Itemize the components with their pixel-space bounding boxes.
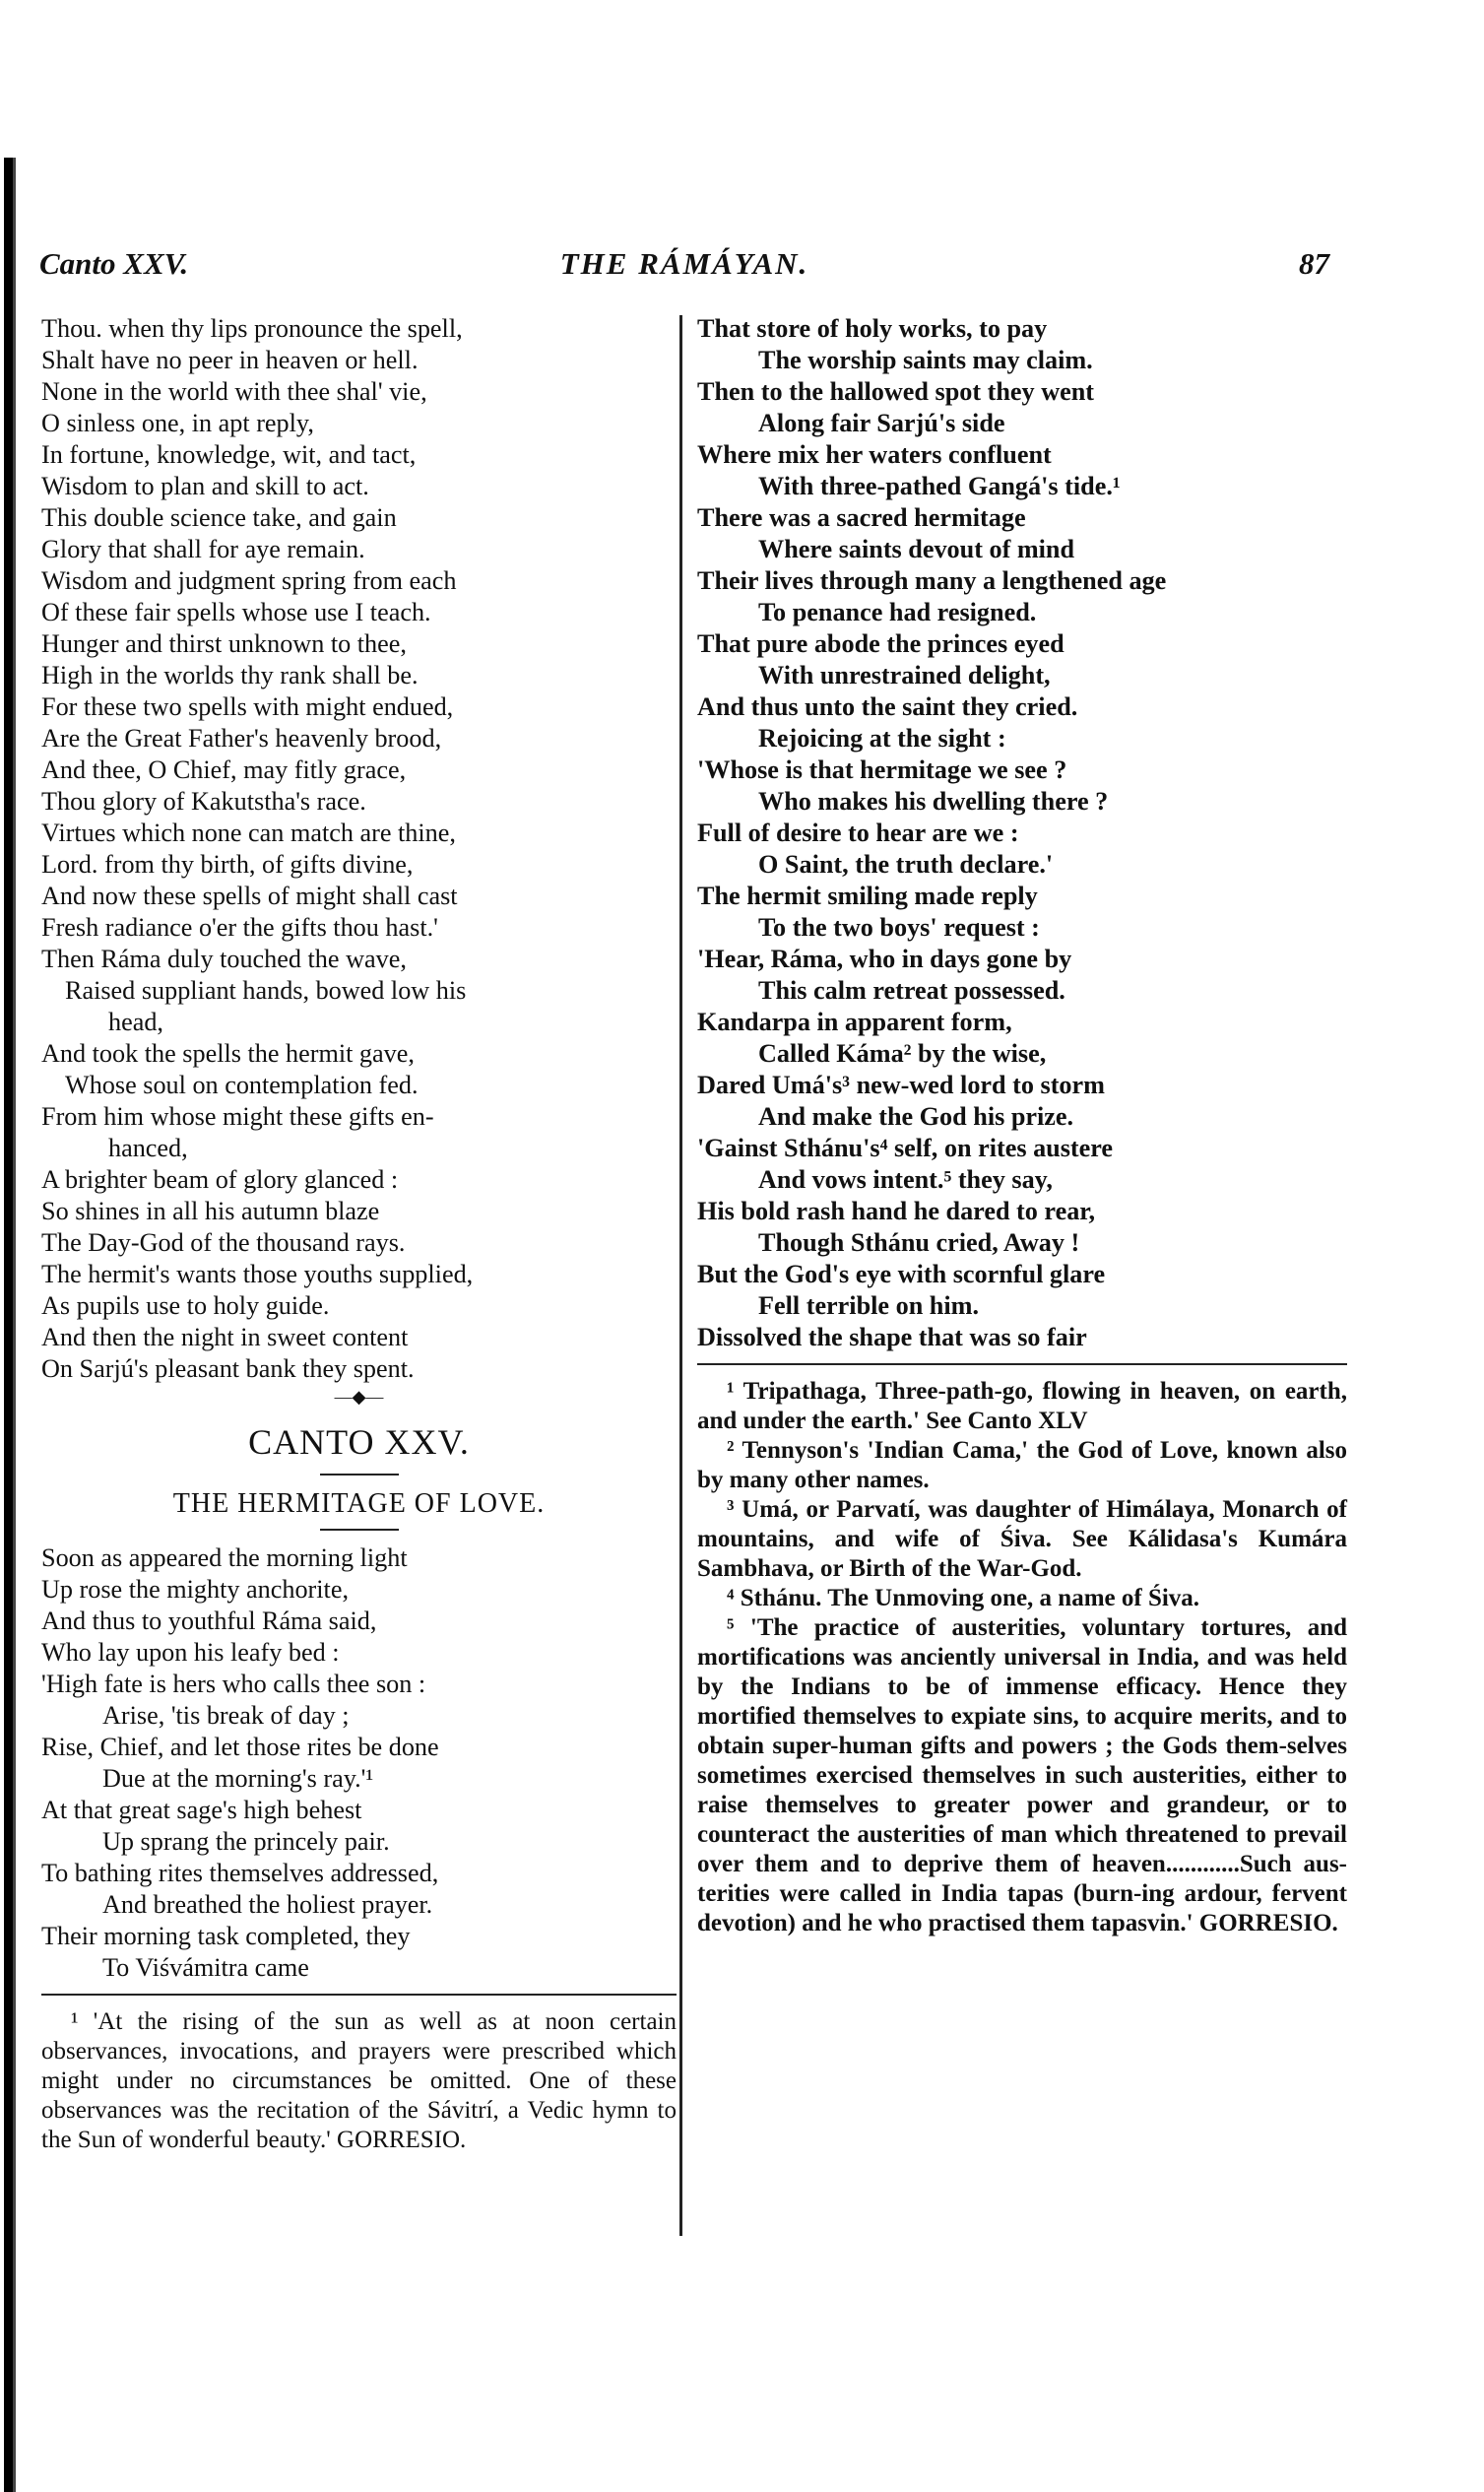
canto-subtitle: THE HERMITAGE OF LOVE. — [172, 1488, 546, 1519]
footnote: ¹ 'At the rising of the sun as well as at noon certain observances, invocations, and prayers were prescribed which might under no circumstances be omitted. One of these observances was the recitation of the Sávitrí, a Vedic hymn to the Sun of wonderful beauty.' GORRESIO. — [41, 2008, 677, 2153]
footnote: ¹ Tripathaga, Three-path-go, flowing in heaven, on earth, and under the earth.' See Canto XLV — [697, 1378, 1347, 1434]
verse-line: head, — [108, 1008, 163, 1036]
verse-line: And thee, O Chief, may fitly grace, — [41, 755, 407, 784]
subtitle-rule — [320, 1529, 399, 1531]
section-separator: —◆— — [334, 1387, 384, 1407]
verse-line: Wisdom and judgment spring from each — [41, 566, 457, 595]
verse-line: Lord. from thy birth, of gifts divine, — [41, 850, 414, 879]
verse-line: Whose soul on contemplation fed. — [65, 1071, 419, 1099]
left-column — [41, 313, 677, 2155]
verse-line: Of these fair spells whose use I teach. — [41, 598, 431, 626]
verse-line: And took the spells the hermit gave, — [41, 1039, 415, 1068]
footnote-block — [697, 1377, 1347, 1938]
verse-line: The Day-God of the thousand rays. — [41, 1228, 406, 1257]
verse-block-2 — [41, 1542, 677, 1984]
verse-line: Due at the morning's ray.'¹ — [102, 1764, 374, 1793]
verse-line: To Viśvámitra came — [102, 1953, 309, 1982]
verse-line: Full of desire to hear are we : — [697, 819, 1019, 847]
verse-line: Hunger and thirst unknown to thee, — [41, 629, 407, 658]
verse-line: Then to the hallowed spot they went — [697, 377, 1095, 406]
verse-line: Soon as appeared the morning light — [41, 1543, 408, 1572]
verse-line: 'Gainst Sthánu's⁴ self, on rites austere — [697, 1134, 1114, 1162]
footnote: ⁴ Sthánu. The Unmoving one, a name of Śiva. — [727, 1585, 1200, 1611]
verse-line: Virtues which none can match are thine, — [41, 819, 456, 847]
verse-line: Then Ráma duly touched the wave, — [41, 945, 407, 973]
verse-line: Who lay upon his leafy bed : — [41, 1638, 340, 1667]
verse-line: None in the world with thee shal' vie, — [41, 377, 427, 406]
verse-line: Thou. when thy lips pronounce the spell, — [41, 314, 463, 343]
verse-line: Up sprang the princely pair. — [102, 1827, 390, 1856]
verse-block-3 — [697, 313, 1347, 1353]
verse-line: Wisdom to plan and skill to act. — [41, 472, 369, 500]
right-column — [697, 313, 1347, 1938]
verse-line: hanced, — [108, 1134, 188, 1162]
page-number: 87 — [1299, 246, 1329, 281]
verse-line: Rejoicing at the sight : — [758, 724, 1006, 753]
verse-line: This double science take, and gain — [41, 503, 397, 532]
page-header — [39, 246, 1329, 290]
footnote-rule — [697, 1363, 1347, 1365]
verse-line: O Saint, the truth declare.' — [758, 850, 1054, 879]
verse-line: O sinless one, in apt reply, — [41, 409, 314, 437]
verse-line: Are the Great Father's heavenly brood, — [41, 724, 442, 753]
verse-line: Called Káma² by the wise, — [758, 1039, 1047, 1068]
verse-line: And make the God his prize. — [758, 1102, 1074, 1131]
verse-line: That store of holy works, to pay — [697, 314, 1048, 343]
verse-line: And now these spells of might shall cast — [41, 882, 458, 910]
verse-line: Dissolved the shape that was so fair — [697, 1323, 1087, 1351]
verse-line: Up rose the mighty anchorite, — [41, 1575, 349, 1604]
verse-line: The hermit smiling made reply — [697, 882, 1038, 910]
verse-line: With three-pathed Gangá's tide.¹ — [758, 472, 1121, 500]
book-spine-edge — [4, 158, 20, 2492]
verse-line: Who makes his dwelling there ? — [758, 787, 1109, 816]
verse-line: Along fair Sarjú's side — [758, 409, 1005, 437]
verse-line: Fresh radiance o'er the gifts thou hast.' — [41, 913, 438, 942]
verse-line: From him whose might these gifts en- — [41, 1102, 434, 1131]
verse-line: To the two boys' request : — [758, 913, 1040, 942]
verse-line: Though Sthánu cried, Away ! — [758, 1228, 1080, 1257]
verse-line: On Sarjú's pleasant bank they spent. — [41, 1354, 415, 1383]
verse-line: Where mix her waters confluent — [697, 440, 1052, 469]
verse-line: As pupils use to holy guide. — [41, 1291, 330, 1320]
verse-line: 'Whose is that hermitage we see ? — [697, 755, 1067, 784]
verse-line: There was a sacred hermitage — [697, 503, 1026, 532]
verse-line: Shalt have no peer in heaven or hell. — [41, 346, 419, 374]
footnote: ⁵ 'The practice of austerities, voluntary tortures, and mortifications was anciently universal in India, and was held by the Indians to be of immense efficacy. Hence they mortified themselves to expiate sins, to acquire merits, and to obtain super-human gifts and powers ; the Gods them-selves sometimes exercised themselves in such austerities, either to raise themselves to greater power and grandeur, or to counteract the austerities of man which threatened to prevail over them and to deprive them of heaven............Such aus-terities were called in India tapas (burn-ing ardour, fervent devotion) and he who practised them tapasvin.' GORRESIO. — [697, 1614, 1347, 1936]
verse-line: The hermit's wants those youths supplied, — [41, 1260, 474, 1288]
verse-line: Arise, 'tis break of day ; — [102, 1701, 350, 1730]
verse-line: Kandarpa in apparent form, — [697, 1008, 1012, 1036]
running-head-title: THE RÁMÁYAN. — [559, 246, 809, 281]
title-rule — [320, 1474, 399, 1476]
verse-line: Glory that shall for aye remain. — [41, 535, 365, 563]
verse-line: High in the worlds thy rank shall be. — [41, 661, 419, 689]
verse-line: So shines in all his autumn blaze — [41, 1197, 380, 1225]
verse-line: 'Hear, Ráma, who in days gone by — [697, 945, 1072, 973]
footnote: ³ Umá, or Parvatí, was daughter of Himálaya, Monarch of mountains, and wife of Śiva. See Kálidasa's Kumára Sambhava, or Birth of the War-God. — [697, 1496, 1347, 1582]
verse-line: Raised suppliant hands, bowed low his — [65, 976, 467, 1005]
verse-line: Dared Umá's³ new-wed lord to storm — [697, 1071, 1105, 1099]
verse-line: Their morning task completed, they — [41, 1922, 411, 1950]
verse-line: And breathed the holiest prayer. — [102, 1890, 433, 1919]
verse-block-1 — [41, 313, 677, 1385]
footnote: ² Tennyson's 'Indian Cama,' the God of Love, known also by many other names. — [697, 1437, 1347, 1493]
verse-line: Rise, Chief, and let those rites be done — [41, 1733, 439, 1761]
verse-line: Fell terrible on him. — [758, 1291, 980, 1320]
footnote-block — [41, 2007, 677, 2155]
verse-line: 'High fate is hers who calls thee son : — [41, 1670, 426, 1698]
verse-line: To penance had resigned. — [758, 598, 1037, 626]
verse-line: The worship saints may claim. — [758, 346, 1093, 374]
verse-line: And vows intent.⁵ they say, — [758, 1165, 1053, 1194]
verse-line: His bold rash hand he dared to rear, — [697, 1197, 1096, 1225]
canto-title: CANTO XXV. — [248, 1422, 470, 1462]
column-divider — [679, 315, 682, 2236]
verse-line: And then the night in sweet content — [41, 1323, 409, 1351]
footnote-rule — [41, 1994, 677, 1996]
verse-line: And thus to youthful Ráma said, — [41, 1607, 377, 1635]
running-head-canto: Canto XXV. — [39, 246, 189, 281]
verse-line: That pure abode the princes eyed — [697, 629, 1065, 658]
verse-line: In fortune, knowledge, wit, and tact, — [41, 440, 417, 469]
verse-line: At that great sage's high behest — [41, 1796, 362, 1824]
verse-line: Where saints devout of mind — [758, 535, 1075, 563]
verse-line: And thus unto the saint they cried. — [697, 692, 1078, 721]
verse-line: Their lives through many a lengthened age — [697, 566, 1167, 595]
verse-line: A brighter beam of glory glanced : — [41, 1165, 399, 1194]
verse-line: This calm retreat possessed. — [758, 976, 1065, 1005]
verse-line: Thou glory of Kakutstha's race. — [41, 787, 366, 816]
verse-line: But the God's eye with scornful glare — [697, 1260, 1106, 1288]
verse-line: With unrestrained delight, — [758, 661, 1051, 689]
verse-line: For these two spells with might endued, — [41, 692, 454, 721]
verse-line: To bathing rites themselves addressed, — [41, 1859, 439, 1887]
